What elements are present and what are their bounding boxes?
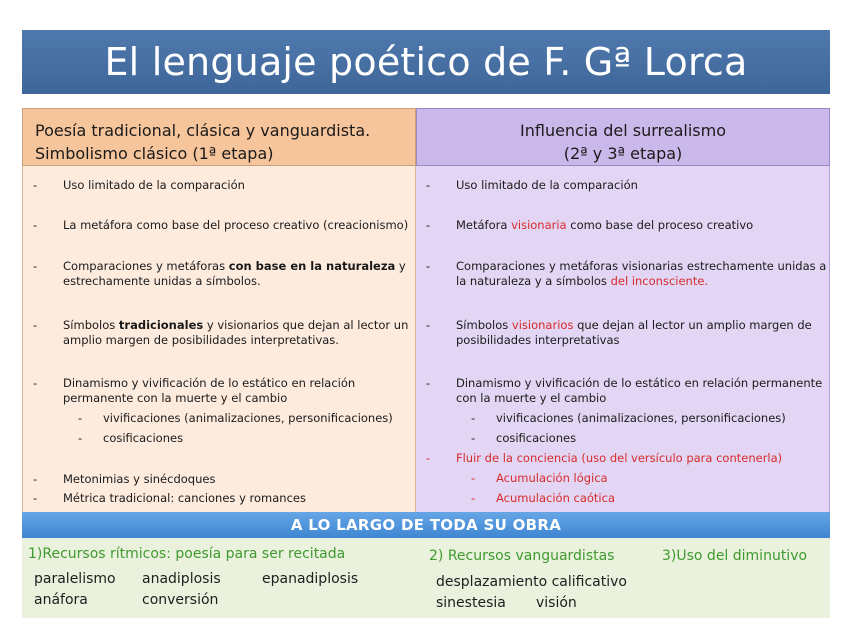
list-item: Uso limitado de la comparación: [63, 178, 245, 192]
item-text: Dinamismo y vivificación de lo estático en relación permanente: [456, 376, 823, 390]
bullet-dash: -: [33, 318, 38, 332]
bullet-dash: -: [33, 178, 38, 192]
item-text: y: [395, 259, 406, 273]
item-text: la naturaleza y a símbolos: [456, 274, 611, 288]
item-text: Metáfora: [456, 218, 512, 232]
band-label: A LO LARGO DE TODA SU OBRA: [290, 516, 562, 534]
list-item: [456, 218, 753, 233]
sub-list-item: vivificaciones (animalizaciones, personificaciones): [496, 411, 786, 425]
left-header-line1: Poesía tradicional, clásica y vanguardista.: [35, 121, 371, 140]
item-text: posibilidades interpretativas: [456, 333, 620, 347]
list-item: Uso limitado de la comparación: [456, 178, 638, 192]
left-column-body: [22, 166, 416, 512]
list-item: [456, 259, 826, 289]
resource-term: sinestesia: [436, 595, 506, 611]
item-text: amplio margen de posibilidades interpretativas.: [63, 333, 339, 347]
bullet-dash: -: [33, 472, 38, 486]
item-text: con la muerte y el cambio: [456, 391, 607, 405]
bullet-dash: -: [78, 431, 83, 445]
sub-list-item: cosificaciones: [496, 431, 577, 445]
title-bar: [22, 30, 830, 94]
bottom-section: [22, 538, 830, 618]
list-item: [63, 376, 355, 406]
right-column-header: [416, 108, 830, 166]
bullet-dash: -: [33, 376, 38, 390]
avant-garde-resources-heading: 2) Recursos vanguardistas: [429, 548, 615, 564]
item-text: Comparaciones y metáforas: [63, 259, 229, 273]
resource-term: anadiplosis: [142, 571, 221, 587]
item-text: Símbolos: [63, 318, 119, 332]
item-text: permanente con la muerte y el cambio: [63, 391, 288, 405]
resource-term: paralelismo: [34, 571, 116, 587]
item-text-red: del inconsciente.: [610, 274, 709, 288]
bullet-dash: -: [33, 491, 38, 505]
bullet-dash: -: [471, 491, 476, 505]
resource-term: epanadiplosis: [262, 571, 359, 587]
list-item: [456, 376, 822, 406]
item-text: Comparaciones y metáforas visionarias estrechamente unidas a: [456, 259, 827, 273]
diminutive-heading: 3)Uso del diminutivo: [662, 548, 808, 564]
list-item: Metonimias y sinécdoques: [63, 472, 216, 486]
item-text-red: visionaria: [511, 218, 567, 232]
bullet-dash: -: [426, 178, 431, 192]
list-item: La metáfora como base del proceso creativo (creacionismo): [63, 218, 409, 232]
right-column-body: [416, 166, 830, 512]
bullet-dash: -: [33, 218, 38, 232]
bullet-dash: -: [471, 471, 476, 485]
rhythmic-resources-heading: 1)Recursos rítmicos: poesía para ser recitada: [28, 546, 346, 562]
list-item: Métrica tradicional: canciones y romances: [63, 491, 306, 505]
item-text: y visionarios que dejan al lector un: [203, 318, 409, 332]
resource-term: desplazamiento calificativo: [436, 574, 627, 590]
sub-list-item: cosificaciones: [103, 431, 184, 445]
item-text: Símbolos: [456, 318, 512, 332]
page-title: El lenguaje poético de F. Gª Lorca: [104, 40, 748, 84]
item-text-bold: con base en la naturaleza: [228, 259, 396, 273]
resource-term: anáfora: [34, 592, 88, 608]
item-text: que dejan al lector un amplio margen de: [573, 318, 812, 332]
item-text: como base del proceso creativo: [566, 218, 754, 232]
list-item: [63, 318, 408, 348]
bullet-dash: -: [426, 259, 431, 273]
left-column-header: [22, 108, 416, 166]
sub-list-item: Acumulación caótica: [496, 491, 615, 505]
bullet-dash: -: [426, 218, 431, 232]
list-item: [456, 318, 812, 348]
item-text: estrechamente unidas a símbolos.: [63, 274, 261, 288]
bullet-dash: -: [78, 411, 83, 425]
sub-list-item: vivificaciones (animalizaciones, personificaciones): [103, 411, 393, 425]
bullet-dash: -: [471, 411, 476, 425]
item-text-bold: tradicionales: [118, 318, 204, 332]
bullet-dash: -: [426, 451, 431, 465]
resource-term: visión: [536, 595, 577, 611]
list-item: Fluir de la conciencia (uso del versículo para contenerla): [456, 451, 783, 465]
right-header-line1: Influencia del surrealismo: [520, 121, 726, 140]
bullet-dash: -: [426, 376, 431, 390]
bullet-dash: -: [471, 431, 476, 445]
left-header-line2: Simbolismo clásico (1ª etapa): [35, 144, 274, 163]
right-header-line2: (2ª y 3ª etapa): [563, 144, 683, 163]
sub-list-item: Acumulación lógica: [496, 471, 608, 485]
bullet-dash: -: [426, 318, 431, 332]
bullet-dash: -: [33, 259, 38, 273]
item-text-red: visionarios: [511, 318, 574, 332]
resource-term: conversión: [142, 592, 219, 608]
item-text: Dinamismo y vivificación de lo estático en relación: [63, 376, 356, 390]
list-item: [63, 259, 406, 289]
section-band: [22, 512, 830, 538]
